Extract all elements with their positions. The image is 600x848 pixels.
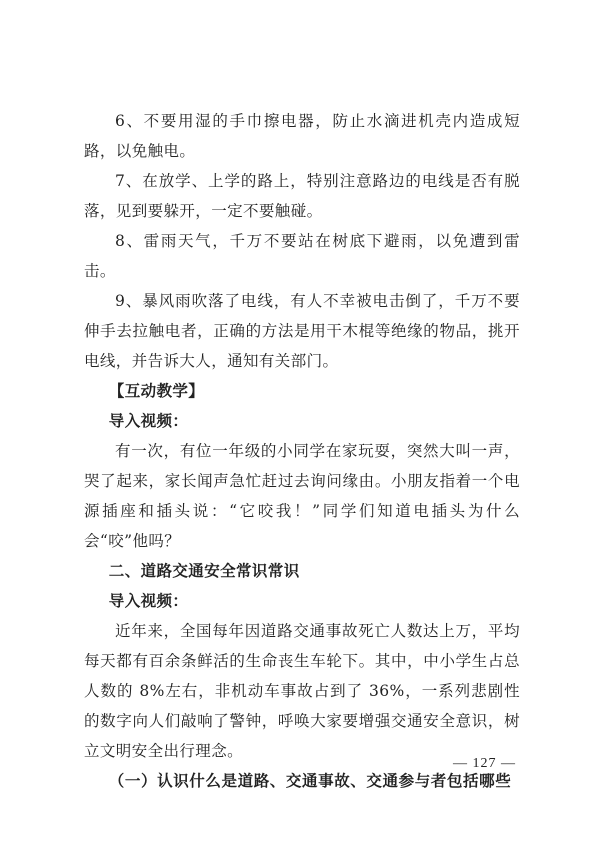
paragraph-9: 9、暴风雨吹落了电线，有人不幸被电击倒了，千万不要伸手去拉触电者，正确的方法是用干木棍等绝缘的物品，挑开电线，并告诉大人，通知有关部门。	[84, 292, 520, 370]
subsection-one-heading: （一）认识什么是道路、交通事故、交通参与者包括哪些	[108, 771, 512, 790]
page-number: — 127 —	[453, 756, 516, 771]
story-paragraph-1: 有一次，有位一年级的小同学在家玩耍，突然大叫一声，哭了起来，家长闻声急忙赶过去询问缘由。小朋友指着一个电源插座和插头说：“它咬我！”同学们知道电插头为什么会“咬”他吗？	[84, 442, 520, 550]
safety-text-block	[84, 106, 520, 796]
section-two-heading: 二、道路交通安全常识常识	[108, 561, 300, 580]
intro-video-label-2: 导入视频：	[108, 591, 189, 610]
section-interactive-heading: 【互动教学】	[108, 381, 205, 400]
intro-video-label-1: 导入视频：	[108, 411, 189, 430]
story-paragraph-2: 近年来，全国每年因道路交通事故死亡人数达上万，平均每天都有百余条鲜活的生命丧生车轮下。其中，中小学生占总人数的 8%左右，非机动车事故占到了 36%，一系列悲剧性的数字向人们敲响了警钟，呼唤大家要增强交通安全意识，树立文明安全出行理念。	[84, 622, 520, 760]
paragraph-6: 6、不要用湿的手巾擦电器，防止水滴进机壳内造成短路，以免触电。	[84, 112, 520, 160]
paragraph-8: 8、雷雨天气，千万不要站在树底下避雨，以免遭到雷击。	[84, 232, 520, 280]
paragraph-7: 7、在放学、上学的路上，特别注意路边的电线是否有脱落，见到要躲开，一定不要触碰。	[84, 172, 520, 220]
